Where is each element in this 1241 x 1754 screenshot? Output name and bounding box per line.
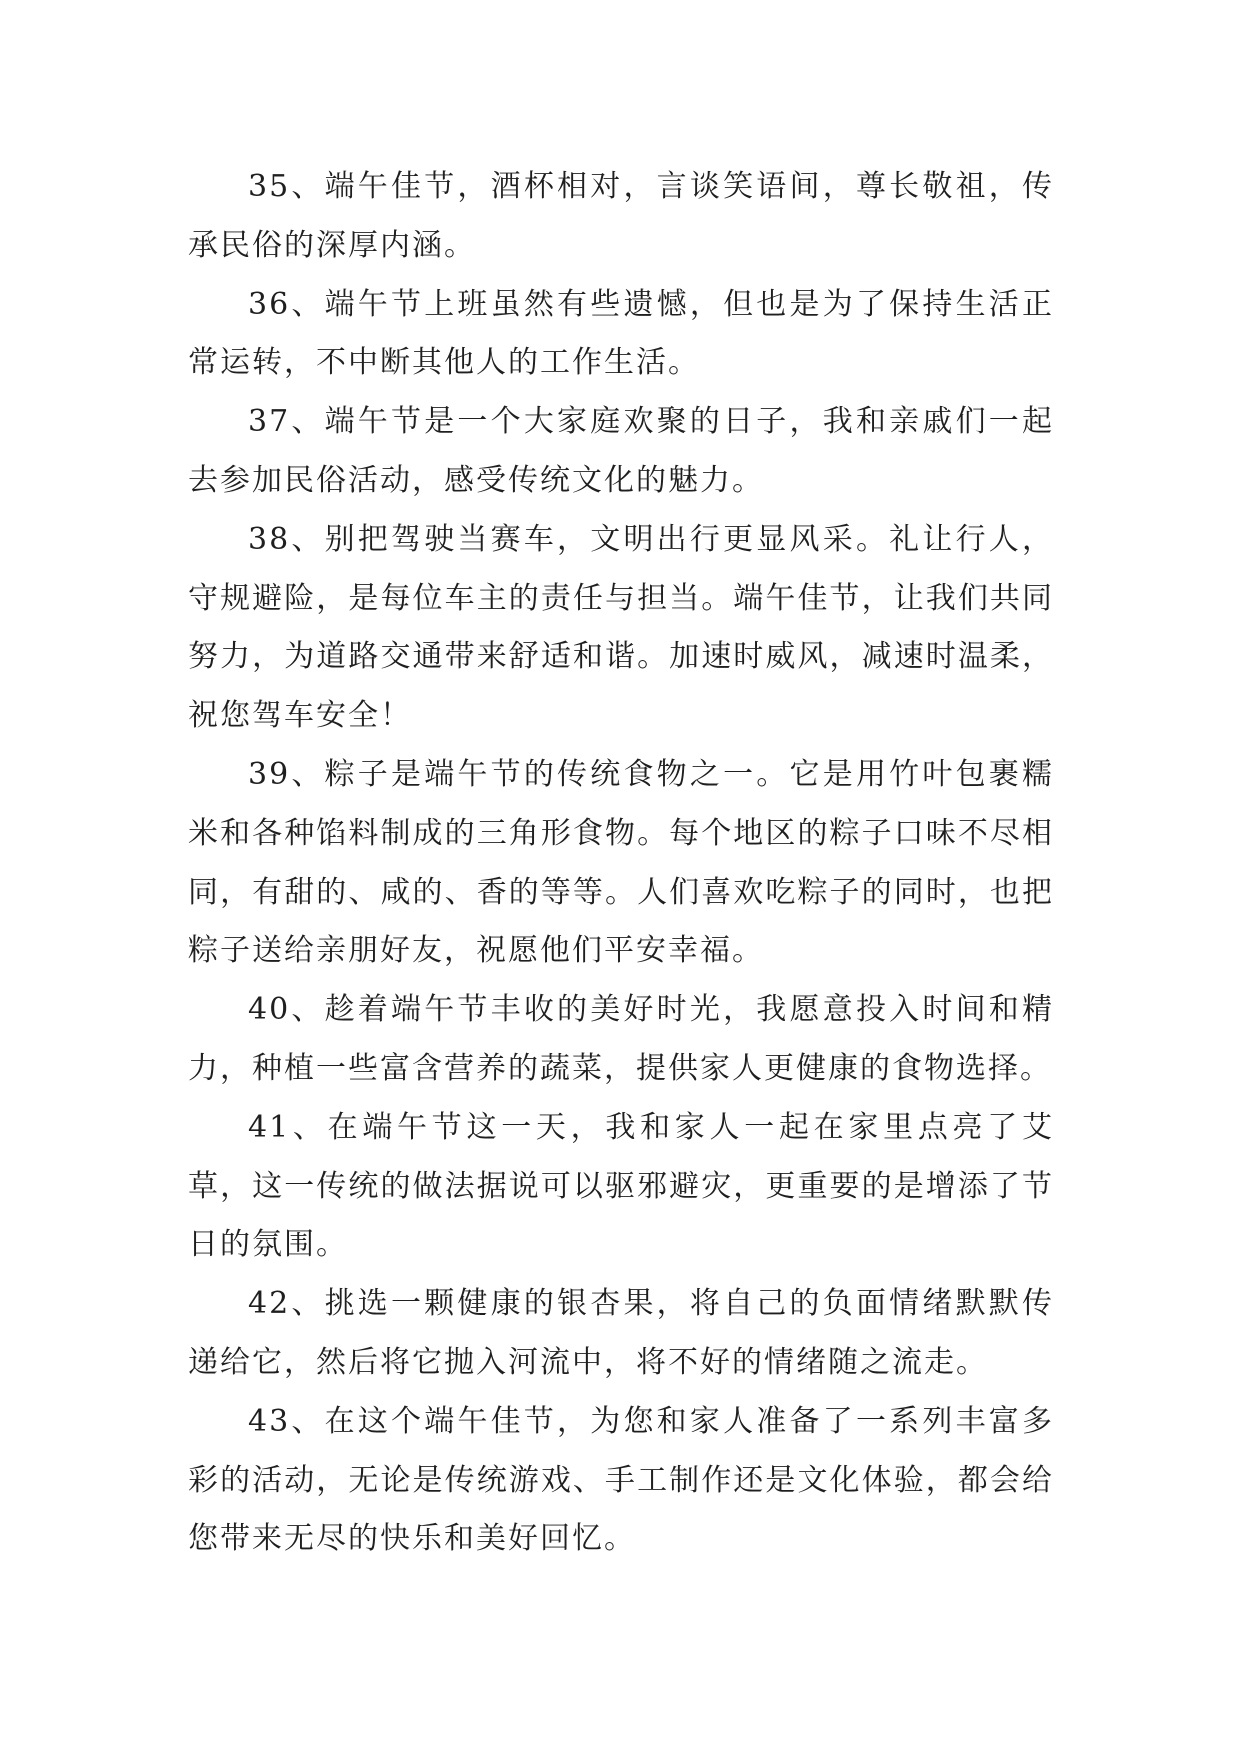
paragraph-38: 38、别把驾驶当赛车，文明出行更显风采。礼让行人，守规避险，是每位车主的责任与担当。端午佳节，让我们共同努力，为道路交通带来舒适和谐。加速时威风，减速时温柔，祝您驾车安全！ (188, 521, 1054, 734)
paragraph-42: 42、挑选一颗健康的银杏果，将自己的负面情绪默默传递给它，然后将它抛入河流中，将不好的情绪随之流走。 (188, 1286, 1054, 1380)
paragraph-43: 43、在这个端午佳节，为您和家人准备了一系列丰富多彩的活动，无论是传统游戏、手工制作还是文化体验，都会给您带来无尽的快乐和美好回忆。 (188, 1403, 1054, 1557)
paragraph-37: 37、端午节是一个大家庭欢聚的日子，我和亲戚们一起去参加民俗活动，感受传统文化的魅力。 (188, 404, 1054, 498)
paragraph-36: 36、端午节上班虽然有些遗憾，但也是为了保持生活正常运转，不中断其他人的工作生活。 (188, 286, 1054, 381)
paragraph-40: 40、趁着端午节丰收的美好时光，我愿意投入时间和精力，种植一些富含营养的蔬菜，提供家人更健康的食物选择。 (188, 992, 1054, 1086)
paragraph-41: 41、在端午节这一天，我和家人一起在家里点亮了艾草，这一传统的做法据说可以驱邪避灾，更重要的是增添了节日的氛围。 (188, 1109, 1054, 1263)
paragraph-35: 35、端午佳节，酒杯相对，言谈笑语间，尊长敬祖，传承民俗的深厚内涵。 (188, 169, 1054, 263)
paragraph-39: 39、粽子是端午节的传统食物之一。它是用竹叶包裹糯米和各种馅料制成的三角形食物。每个地区的粽子口味不尽相同，有甜的、咸的、香的等等。人们喜欢吃粽子的同时，也把粽子送给亲朋好友，祝愿他们平安幸福。 (188, 756, 1054, 969)
document-body (188, 158, 1054, 1569)
